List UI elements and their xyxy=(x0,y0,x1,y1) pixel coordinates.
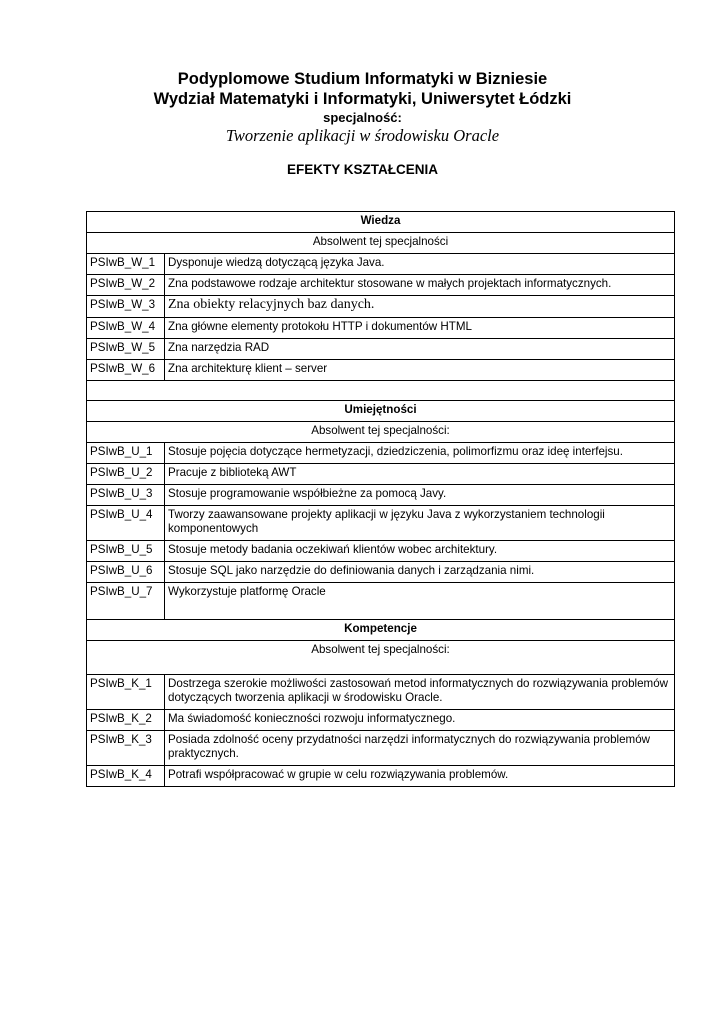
outcome-code: PSIwB_U_3 xyxy=(87,485,165,506)
table-row xyxy=(87,485,675,506)
outcome-text: Zna główne elementy protokołu HTTP i dokumentów HTML xyxy=(165,318,675,339)
outcome-code: PSIwB_K_2 xyxy=(87,710,165,731)
outcome-code: PSIwB_W_4 xyxy=(87,318,165,339)
outcome-text: Zna obiekty relacyjnych baz danych. xyxy=(165,296,675,318)
table-row xyxy=(87,275,675,296)
title-line-1: Podyplomowe Studium Informatyki w Bizniesie xyxy=(177,70,548,88)
outcome-text: Dysponuje wiedzą dotyczącą języka Java. xyxy=(165,254,675,275)
section-heading-umiejetnosci: Umiejętności xyxy=(87,401,675,422)
section-heading-wiedza: Wiedza xyxy=(87,212,675,233)
section-heading-kompetencje: Kompetencje xyxy=(87,620,675,641)
outcome-code: PSIwB_K_4 xyxy=(87,766,165,787)
outcome-code: PSIwB_U_1 xyxy=(87,443,165,464)
outcome-text: Stosuje programowanie współbieżne za pomocą Javy. xyxy=(165,485,675,506)
spacer-row xyxy=(87,381,675,401)
learning-outcomes-table xyxy=(86,211,675,787)
table-row xyxy=(87,296,675,318)
outcome-code: PSIwB_W_1 xyxy=(87,254,165,275)
outcome-code: PSIwB_U_6 xyxy=(87,562,165,583)
section-title: EFEKTY KSZTAŁCENIA xyxy=(286,162,438,177)
outcome-text: Wykorzystuje platformę Oracle xyxy=(165,583,675,620)
outcome-code: PSIwB_W_2 xyxy=(87,275,165,296)
table-row xyxy=(87,339,675,360)
outcome-text: Zna podstawowe rodzaje architektur stosowane w małych projektach informatycznych. xyxy=(165,275,675,296)
table-row xyxy=(87,318,675,339)
section-subtitle-kompetencje: Absolwent tej specjalności: xyxy=(87,641,675,675)
outcome-code: PSIwB_U_2 xyxy=(87,464,165,485)
table-row xyxy=(87,506,675,541)
section-subtitle-row xyxy=(87,641,675,675)
section-subtitle-umiejetnosci: Absolwent tej specjalności: xyxy=(87,422,675,443)
outcome-text: Zna narzędzia RAD xyxy=(165,339,675,360)
section-header-row xyxy=(87,620,675,641)
section-subtitle-row xyxy=(87,233,675,254)
outcome-text: Zna architekturę klient – server xyxy=(165,360,675,381)
table-row xyxy=(87,710,675,731)
outcome-code: PSIwB_K_1 xyxy=(87,675,165,710)
table-row xyxy=(87,583,675,620)
table-row xyxy=(87,766,675,787)
table-row xyxy=(87,443,675,464)
empty-cell xyxy=(87,381,675,401)
outcome-text: Stosuje SQL jako narzędzie do definiowania danych i zarządzania nimi. xyxy=(165,562,675,583)
section-header-row xyxy=(87,401,675,422)
outcome-text: Potrafi współpracować w grupie w celu rozwiązywania problemów. xyxy=(165,766,675,787)
section-subtitle-row xyxy=(87,422,675,443)
outcome-code: PSIwB_W_3 xyxy=(87,296,165,318)
outcome-text: Posiada zdolność oceny przydatności narzędzi informatycznych do rozwiązywania problemów praktycznych. xyxy=(165,731,675,766)
table-row xyxy=(87,464,675,485)
table-row xyxy=(87,562,675,583)
title-line-2: Wydział Matematyki i Informatyki, Uniwersytet Łódzki xyxy=(153,90,572,108)
section-header-row xyxy=(87,212,675,233)
outcome-code: PSIwB_U_7 xyxy=(87,583,165,620)
specialty-label: specjalność: xyxy=(323,110,402,125)
table-row xyxy=(87,541,675,562)
outcome-text: Pracuje z biblioteką AWT xyxy=(165,464,675,485)
table-row xyxy=(87,360,675,381)
outcome-text: Stosuje metody badania oczekiwań klientów wobec architektury. xyxy=(165,541,675,562)
outcome-text: Tworzy zaawansowane projekty aplikacji w języku Java z wykorzystaniem technologii komponentowych xyxy=(165,506,675,541)
specialty-name: Tworzenie aplikacji w środowisku Oracle xyxy=(225,126,500,145)
outcome-code: PSIwB_W_6 xyxy=(87,360,165,381)
outcome-text: Stosuje pojęcia dotyczące hermetyzacji, dziedziczenia, polimorfizmu oraz ideę interfejsu. xyxy=(165,443,675,464)
table-row xyxy=(87,731,675,766)
table-row xyxy=(87,675,675,710)
outcome-code: PSIwB_K_3 xyxy=(87,731,165,766)
outcome-text: Dostrzega szerokie możliwości zastosowań metod informatycznych do rozwiązywania problemów dotyczących tworzenia aplikacji w środowisku Oracle. xyxy=(165,675,675,710)
table-row xyxy=(87,254,675,275)
section-subtitle-wiedza: Absolwent tej specjalności xyxy=(87,233,675,254)
outcome-text: Ma świadomość konieczności rozwoju informatycznego. xyxy=(165,710,675,731)
outcome-code: PSIwB_U_5 xyxy=(87,541,165,562)
outcome-code: PSIwB_W_5 xyxy=(87,339,165,360)
outcome-code: PSIwB_U_4 xyxy=(87,506,165,541)
